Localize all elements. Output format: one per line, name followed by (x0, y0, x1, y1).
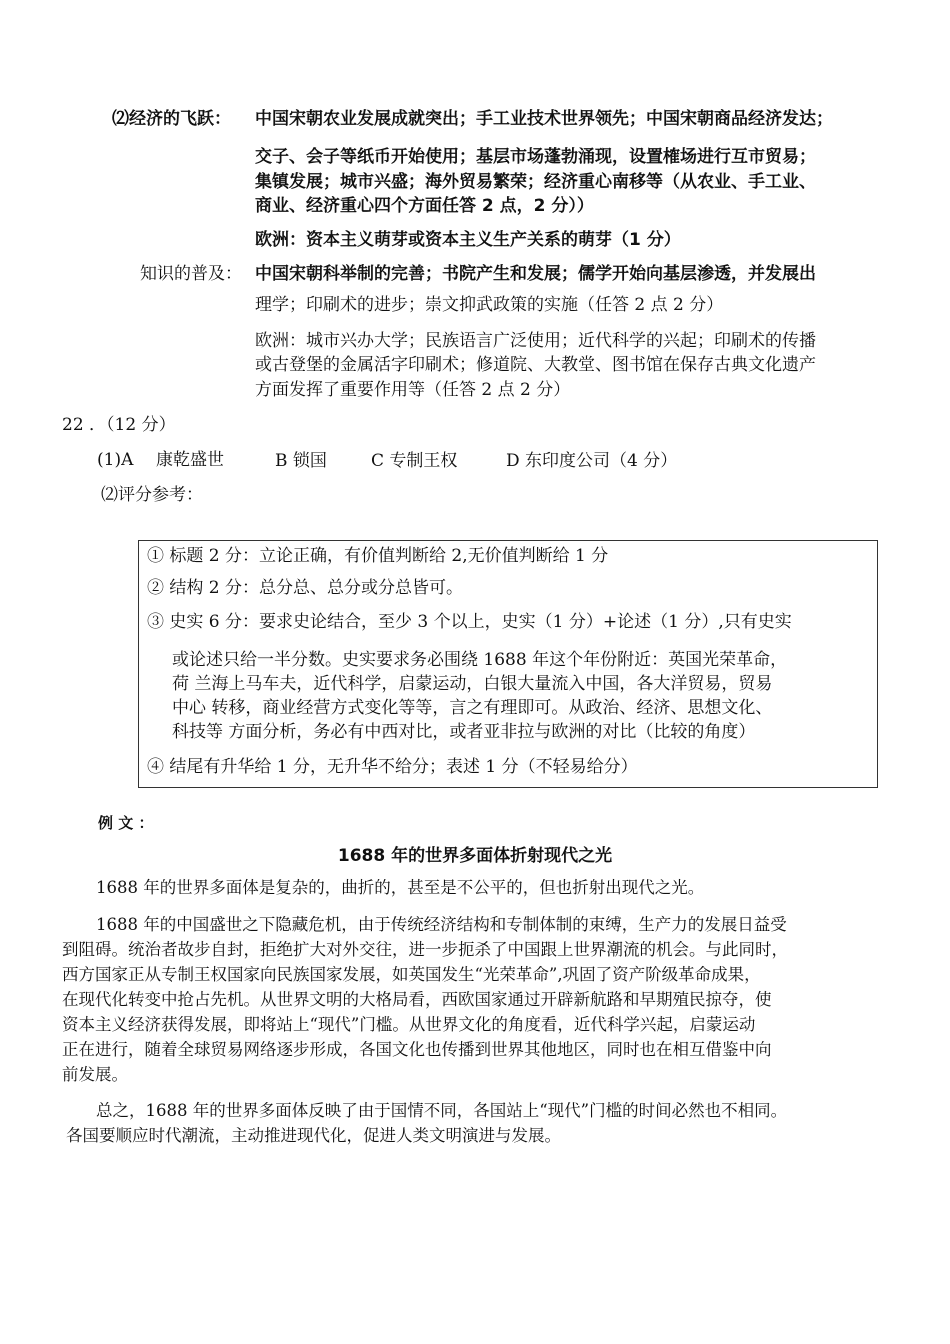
essay-p3-line-2: 各国要顺应时代潮流，主动推进现代化，促进人类文明演进与发展。 (66, 1126, 561, 1145)
essay-p2-line-7: 前发展。 (62, 1065, 128, 1084)
rubric-item-1: ① 标题 2 分：立论正确，有价值判断给 2,无价值判断给 1 分 (147, 546, 609, 566)
essay-p2-line-2: 到阻碍。统治者故步自封，拒绝扩大对外交往，进一步扼杀了中国跟上世界潮流的机会。与此同时， (62, 940, 788, 959)
q22-answer-d: D 东印度公司（4 分） (506, 451, 678, 471)
essay-p2-line-3: 西方国家正从专制王权国家向民族国家发展，如英国发生“光荣革命”,巩固了资产阶级革命成果， (62, 965, 761, 984)
essay-p2-line-5: 资本主义经济获得发展，即将站上“现代”门槛。从世界文化的角度看，近代科学兴起，启蒙运动 (62, 1015, 756, 1034)
knowledge-line-2: 理学；印刷术的进步；崇文抑武政策的实施（任答 2 点 2 分） (255, 295, 724, 315)
q22-answer-a: 康乾盛世 (156, 450, 224, 470)
q22-answer-b: B 锁国 (275, 451, 327, 471)
knowledge-label: 知识的普及： (140, 264, 242, 284)
essay-paragraph-1: 1688 年的世界多面体是复杂的，曲折的，甚至是不公平的，但也折射出现代之光。 (96, 878, 705, 897)
rubric-item-3-cont-4: 科技等 方面分析，务必有中西对比，或者亚非拉与欧洲的对比（比较的角度） (172, 722, 756, 742)
econ-line-2: 交子、会子等纸币开始使用；基层市场蓬勃涌现，设置榷场进行互市贸易； (255, 147, 816, 167)
econ-line-1: 中国宋朝农业发展成就突出；手工业技术世界领先；中国宋朝商品经济发达； (255, 109, 833, 129)
essay-p2-line-1: 1688 年的中国盛世之下隐藏危机，由于传统经济结构和专制体制的束缚，生产力的发展日益受 (96, 915, 787, 934)
econ-line-4: 商业、经济重心四个方面任答 2 点，2 分）） (255, 196, 594, 216)
rubric-item-3-cont-1: 或论述只给一半分数。史实要求务必围绕 1688 年这个年份附近：英国光荣革命， (172, 650, 788, 670)
rubric-item-3: ③ 史实 6 分：要求史论结合，至少 3 个以上，史实（1 分）+论述（1 分）,只有史实 (147, 612, 792, 632)
rubric-item-3-cont-3: 中心 转移，商业经营方式变化等等，言之有理即可。从政治、经济、思想文化、 (172, 698, 773, 718)
essay-p2-line-4: 在现代化转变中抢占先机。从世界文明的大格局看，西欧国家通过开辟新航路和早期殖民掠夺，使 (62, 990, 772, 1009)
essay-label: 例 文 ： (98, 814, 154, 832)
econ-europe: 欧洲：资本主义萌芽或资本主义生产关系的萌芽（1 分） (255, 230, 681, 250)
econ-label: ⑵经济的飞跃： (112, 109, 231, 129)
rubric-item-3-cont-2: 荷 兰海上马车夫，近代科学，启蒙运动，白银大量流入中国，各大洋贸易，贸易 (172, 674, 773, 694)
q22-part2: ⑵评分参考： (101, 485, 203, 505)
q22-part1-num: (1)A (97, 450, 134, 470)
essay-p2-line-6: 正在进行，随着全球贸易网络逐步形成，各国文化也传播到世界其他地区，同时也在相互借鉴中向 (62, 1040, 772, 1059)
q22-header: 22 ．（12 分） (62, 415, 176, 435)
knowledge-europe-3: 方面发挥了重要作用等（任答 2 点 2 分） (255, 380, 571, 400)
knowledge-europe-2: 或古登堡的金属活字印刷术；修道院、大教堂、图书馆在保存古典文化遗产 (255, 355, 816, 375)
knowledge-europe-1: 欧洲：城市兴办大学；民族语言广泛使用；近代科学的兴起；印刷术的传播 (255, 331, 816, 351)
rubric-item-4: ④ 结尾有升华给 1 分，无升华不给分；表述 1 分（不轻易给分） (147, 757, 638, 777)
rubric-item-2: ② 结构 2 分：总分总、总分或分总皆可。 (147, 578, 464, 598)
knowledge-line-1: 中国宋朝科举制的完善；书院产生和发展；儒学开始向基层渗透，并发展出 (255, 264, 816, 284)
essay-title: 1688 年的世界多面体折射现代之光 (337, 846, 613, 866)
essay-p3-line-1: 总之，1688 年的世界多面体反映了由于国情不同，各国站上“现代”门槛的时间必然也不相同。 (96, 1101, 788, 1120)
econ-line-3: 集镇发展；城市兴盛；海外贸易繁荣；经济重心南移等（从农业、手工业、 (255, 172, 816, 192)
q22-answer-c: C 专制王权 (371, 451, 458, 471)
